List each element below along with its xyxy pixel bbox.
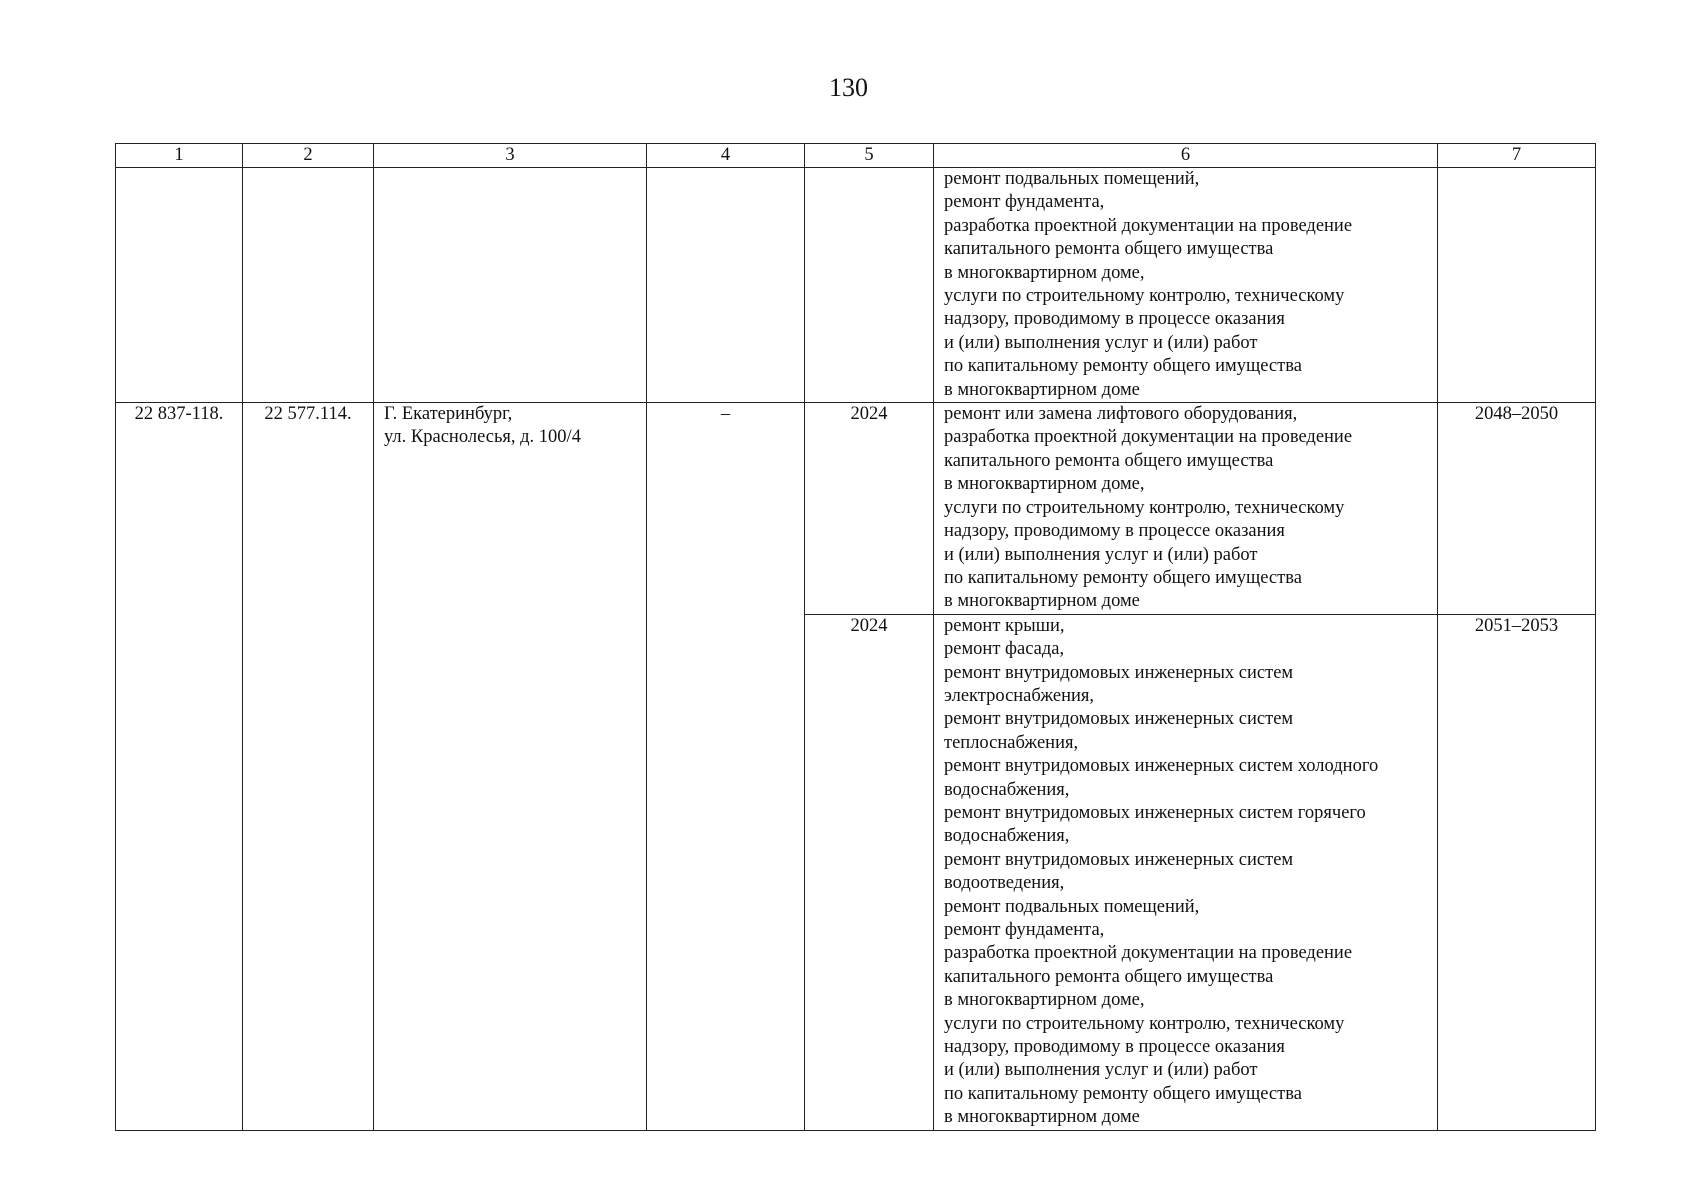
capital-repair-table bbox=[115, 143, 1596, 1131]
address-cell bbox=[374, 403, 647, 1131]
work-item: ремонт или замена лифтового оборудования, bbox=[944, 404, 1298, 425]
work-item: теплоснабжения, bbox=[944, 732, 1079, 753]
work-item: в многоквартирном доме bbox=[944, 1107, 1140, 1128]
column-number-header: 5 bbox=[805, 144, 934, 168]
column-number-header: 2 bbox=[243, 144, 374, 168]
work-item: разработка проектной документации на проведение bbox=[944, 427, 1353, 448]
work-item: водоотведения, bbox=[944, 873, 1065, 894]
work-item: услуги по строительному контролю, техническому bbox=[944, 497, 1345, 518]
work-item: водоснабжения, bbox=[944, 779, 1070, 800]
work-item: и (или) выполнения услуг и (или) работ bbox=[944, 544, 1258, 565]
works-list-cell bbox=[934, 168, 1438, 403]
work-item: ремонт крыши, bbox=[944, 615, 1065, 636]
work-item: по капитальному ремонту общего имущества bbox=[944, 1083, 1302, 1104]
work-item: надзору, проводимому в процессе оказания bbox=[944, 309, 1285, 330]
empty-cell bbox=[1438, 168, 1596, 403]
work-item: по капитальному ремонту общего имущества bbox=[944, 356, 1302, 377]
work-item: разработка проектной документации на проведение bbox=[944, 215, 1353, 236]
empty-cell bbox=[116, 168, 243, 403]
empty-cell bbox=[805, 168, 934, 403]
column-number-header: 6 bbox=[934, 144, 1438, 168]
column-number-header: 4 bbox=[647, 144, 805, 168]
continuation-row bbox=[116, 168, 1596, 403]
work-item: капитального ремонта общего имущества bbox=[944, 966, 1274, 987]
column-number-header: 7 bbox=[1438, 144, 1596, 168]
work-item: ремонт внутридомовых инженерных систем bbox=[944, 849, 1294, 870]
period-cell: 2048–2050 bbox=[1438, 403, 1596, 615]
work-item: по капитальному ремонту общего имущества bbox=[944, 567, 1302, 588]
work-item: разработка проектной документации на проведение bbox=[944, 943, 1353, 964]
address-street: ул. Краснолесья, д. 100/4 bbox=[384, 427, 581, 448]
work-item: ремонт внутридомовых инженерных систем холодного bbox=[944, 756, 1379, 777]
work-item: услуги по строительному контролю, техническому bbox=[944, 1013, 1345, 1034]
empty-cell bbox=[243, 168, 374, 403]
work-item: услуги по строительному контролю, техническому bbox=[944, 286, 1345, 307]
work-item: ремонт внутридомовых инженерных систем bbox=[944, 709, 1294, 730]
work-item: надзору, проводимому в процессе оказания bbox=[944, 1037, 1285, 1058]
year-cell: 2024 bbox=[805, 403, 934, 615]
works-list-cell bbox=[934, 614, 1438, 1130]
work-item: ремонт фундамента, bbox=[944, 192, 1105, 213]
page-number: 130 bbox=[829, 73, 868, 102]
work-item: в многоквартирном доме, bbox=[944, 262, 1145, 283]
work-item: ремонт внутридомовых инженерных систем горячего bbox=[944, 802, 1366, 823]
work-item: ремонт фасада, bbox=[944, 639, 1065, 660]
record-row bbox=[116, 403, 1596, 615]
work-item: и (или) выполнения услуг и (или) работ bbox=[944, 332, 1258, 353]
empty-cell bbox=[374, 168, 647, 403]
dash-cell: – bbox=[647, 403, 805, 1131]
record-code-cell: 22 577.114. bbox=[243, 403, 374, 1131]
work-item: капитального ремонта общего имущества bbox=[944, 450, 1274, 471]
column-number-row bbox=[116, 144, 1596, 168]
work-item: надзору, проводимому в процессе оказания bbox=[944, 521, 1285, 542]
work-item: ремонт фундамента, bbox=[944, 920, 1105, 940]
empty-cell bbox=[647, 168, 805, 403]
column-number-header: 3 bbox=[374, 144, 647, 168]
work-item: электроснабжения, bbox=[944, 685, 1095, 706]
period-cell: 2051–2053 bbox=[1438, 614, 1596, 1130]
address-city: Г. Екатеринбург, bbox=[384, 404, 513, 425]
work-item: капитального ремонта общего имущества bbox=[944, 239, 1274, 260]
work-item: в многоквартирном доме, bbox=[944, 990, 1145, 1011]
work-item: в многоквартирном доме bbox=[944, 591, 1140, 612]
work-item: в многоквартирном доме, bbox=[944, 474, 1145, 495]
work-item: в многоквартирном доме bbox=[944, 379, 1140, 400]
works-list-cell bbox=[934, 403, 1438, 615]
work-item: и (или) выполнения услуг и (или) работ bbox=[944, 1060, 1258, 1081]
year-cell: 2024 bbox=[805, 614, 934, 1130]
work-item: ремонт подвальных помещений, bbox=[944, 169, 1200, 189]
work-item: водоснабжения, bbox=[944, 826, 1070, 847]
work-item: ремонт подвальных помещений, bbox=[944, 896, 1200, 917]
column-number-header: 1 bbox=[116, 144, 243, 168]
record-number-cell: 22 837-118. bbox=[116, 403, 243, 1131]
work-item: ремонт внутридомовых инженерных систем bbox=[944, 662, 1294, 683]
